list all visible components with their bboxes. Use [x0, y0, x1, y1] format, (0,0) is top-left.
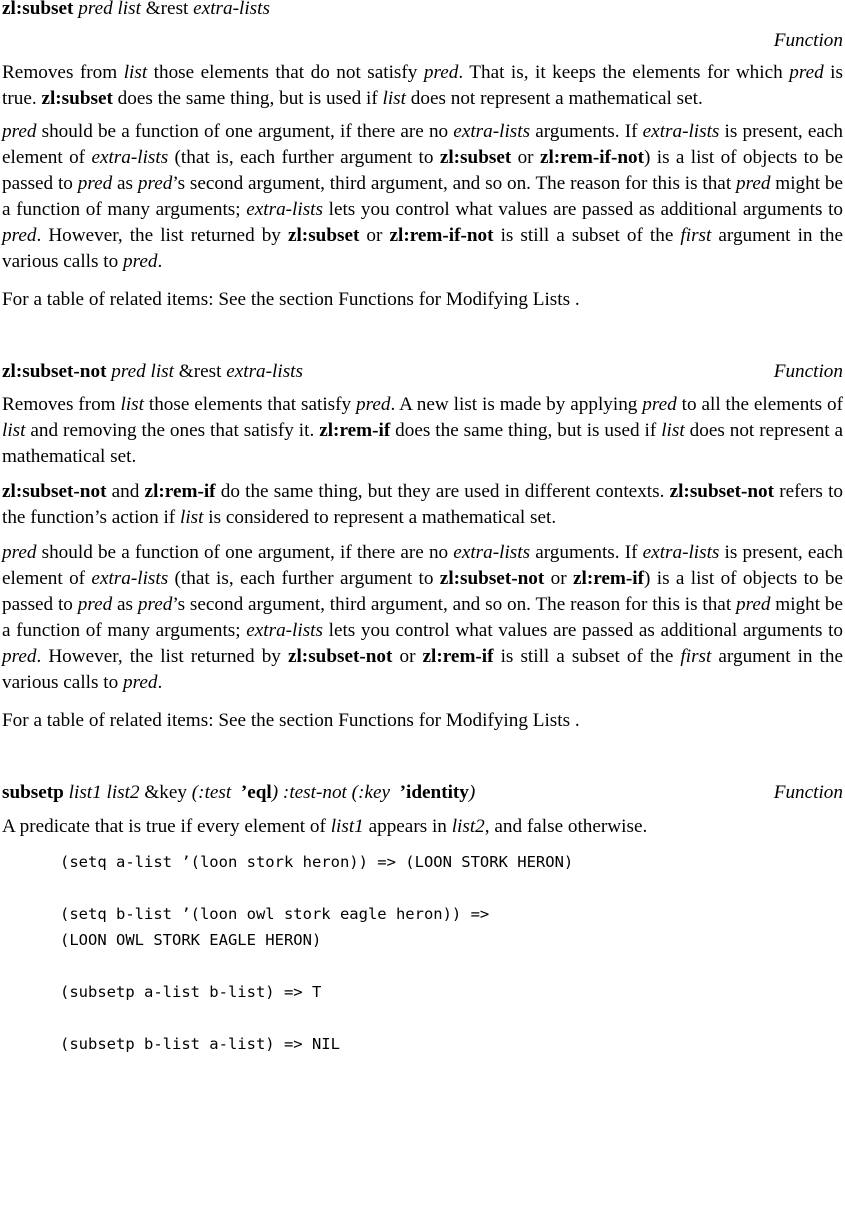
entry-subsetp — [2, 780, 843, 1057]
rest-arg: extra-lists — [226, 361, 303, 382]
function-args: list1 list2 — [68, 782, 140, 803]
entry-header — [2, 0, 843, 22]
function-name: zl:subset-not — [2, 361, 107, 382]
code-line: (subsetp a-list b-list) => T — [60, 983, 322, 1001]
function-args: pred list — [111, 361, 174, 382]
key-keyword: &key — [144, 782, 187, 803]
document-page — [2, 0, 843, 1057]
entry-header — [2, 780, 843, 806]
key-default-identity: ’identity — [399, 782, 469, 803]
related-items-link[interactable]: For a table of related items: See the section Functions for Modifying Lists . — [2, 710, 580, 731]
arguments-paragraph: pred should be a function of one argument, if there are no extra-lists arguments. If extra-lists is present, each element of extra-lists (that is, each further argument to zl:subset or zl:rem-if-not) is a list of objects to be passed to pred as pred’s second argument, third argument, and so on. The reason for this is that pred might be a function of many arguments; extra-lists lets you control what values are passed as additional arguments to pred. However, the list returned by zl:subset or zl:rem-if-not is still a subset of the first argument in the various calls to pred. — [2, 121, 844, 272]
code-line — [60, 875, 843, 901]
function-args: pred list — [78, 0, 141, 19]
key-arg-close: ) — [468, 782, 476, 803]
code-line: (subsetp b-list a-list) => NIL — [60, 1035, 340, 1053]
code-line: (setq a-list ’(loon stork heron)) => (LOON STORK HERON) — [60, 853, 574, 871]
entry-zl-subset — [2, 0, 843, 313]
key-arg-test: (:test — [191, 782, 232, 803]
code-example — [2, 849, 843, 1057]
rest-keyword: &rest — [178, 361, 222, 382]
function-name: zl:subset — [2, 0, 74, 19]
rest-arg: extra-lists — [193, 0, 270, 19]
code-line: (setq b-list ’(loon owl stork eagle heron)) => — [60, 905, 490, 923]
arguments-paragraph: pred should be a function of one argument, if there are no extra-lists arguments. If extra-lists is present, each element of extra-lists (that is, each further argument to zl:subset-not or zl:rem-if) is a list of objects to be passed to pred as pred’s second argument, third argument, and so on. The reason for this is that pred might be a function of many arguments; extra-lists lets you control what values are passed as additional arguments to pred. However, the list returned by zl:subset-not or zl:rem-if is still a subset of the first argument in the various calls to pred. — [2, 542, 844, 693]
key-default-eql: ’eql — [240, 782, 272, 803]
code-line — [60, 1005, 843, 1031]
entry-header — [2, 359, 843, 385]
code-line: (LOON OWL STORK EAGLE HERON) — [60, 931, 322, 949]
entry-zl-subset-not — [2, 359, 843, 734]
usage-paragraph: zl:subset-not and zl:rem-if do the same thing, but they are used in different contexts. zl:subset-not refers to the function’s action if list is considered to represent a mathematical set. — [2, 481, 844, 528]
description-paragraph: A predicate that is true if every element of list1 appears in list2, and false otherwise. — [2, 816, 648, 837]
rest-keyword: &rest — [145, 0, 189, 19]
function-kind: Function — [773, 361, 843, 382]
function-kind: Function — [773, 782, 843, 803]
function-name: subsetp — [2, 782, 64, 803]
code-line — [60, 953, 843, 979]
related-items-link[interactable]: For a table of related items: See the section Functions for Modifying Lists . — [2, 289, 580, 310]
key-arg-rest: ) :test-not (:key — [271, 782, 391, 803]
description-paragraph: Removes from list those elements that do not satisfy pred. That is, it keeps the elements for which pred is true. zl:subset does the same thing, but is used if list does not represent a mathematical set. — [2, 62, 843, 109]
description-paragraph: Removes from list those elements that satisfy pred. A new list is made by applying pred to all the elements of list and removing the ones that satisfy it. zl:rem-if does the same thing, but is used if list does not represent a mathematical set. — [2, 394, 843, 467]
function-kind: Function — [773, 30, 843, 51]
